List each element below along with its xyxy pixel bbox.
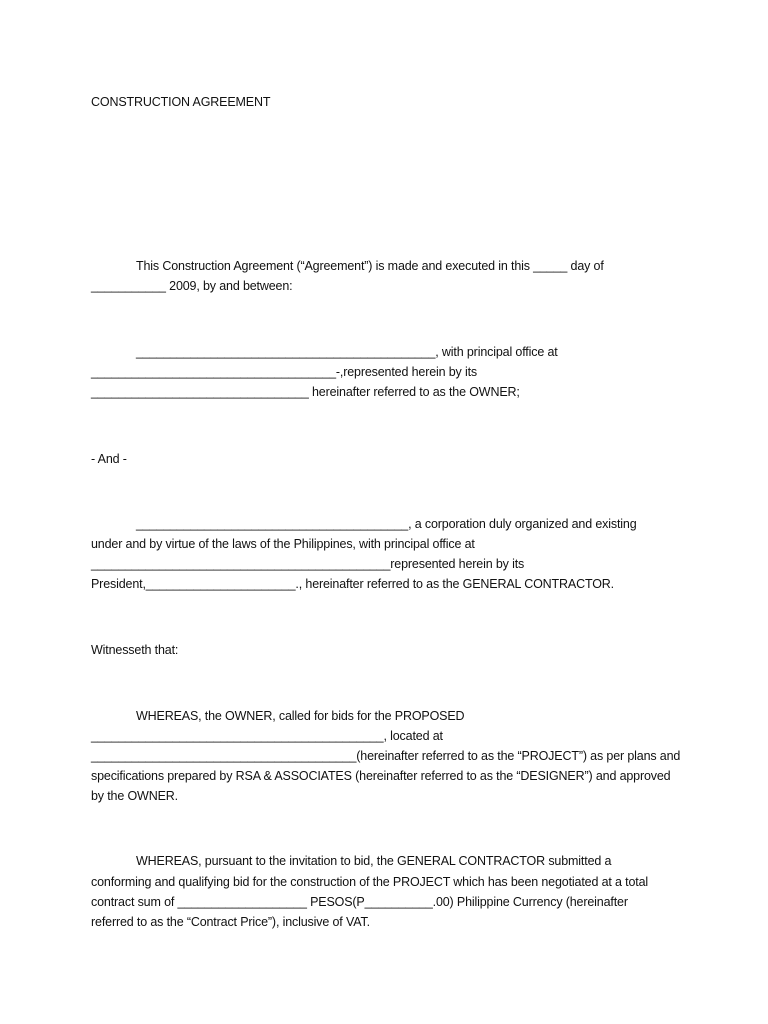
- contractor-line-3: ____________________________________________represented herein by its: [91, 557, 525, 571]
- whereas-2-line-1: WHEREAS, pursuant to the invitation to bid, the GENERAL CONTRACTOR submitted a: [136, 854, 612, 868]
- whereas-1-line-5: by the OWNER.: [91, 789, 178, 803]
- and-separator: - And -: [91, 452, 127, 466]
- owner-line-1: ____________________________________________, with principal office at: [136, 345, 558, 359]
- contractor-line-1: ________________________________________, a corporation duly organized and existing: [136, 517, 637, 531]
- owner-line-2: ____________________________________-,represented herein by its: [91, 365, 478, 379]
- contractor-line-2: under and by virtue of the laws of the Philippines, with principal office at: [91, 537, 475, 551]
- intro-line-1: This Construction Agreement (“Agreement”) is made and executed in this _____ day of: [136, 259, 604, 273]
- whereas-2-line-2: conforming and qualifying bid for the construction of the PROJECT which has been negotiated at a total: [91, 875, 649, 889]
- whereas-1-line-3: _______________________________________(hereinafter referred to as the “PROJECT”) as per plans and: [91, 749, 681, 763]
- whereas-2-line-3: contract sum of ___________________ PESOS(P__________.00) Philippine Currency (hereinafter: [91, 895, 628, 909]
- contractor-line-4: President,______________________., hereinafter referred to as the GENERAL CONTRACTOR.: [91, 577, 614, 591]
- whereas-1-line-4: specifications prepared by RSA & ASSOCIATES (hereinafter referred to as the “DESIGNER”) and approved: [91, 769, 671, 783]
- document-title: CONSTRUCTION AGREEMENT: [91, 95, 271, 109]
- intro-line-2: ___________ 2009, by and between:: [91, 279, 293, 293]
- owner-line-3: ________________________________ hereinafter referred to as the OWNER;: [91, 385, 520, 399]
- witnesseth-heading: Witnesseth that:: [91, 643, 179, 657]
- whereas-1-line-1: WHEREAS, the OWNER, called for bids for the PROPOSED: [136, 709, 465, 723]
- whereas-2-line-4: referred to as the “Contract Price”), inclusive of VAT.: [91, 915, 370, 929]
- whereas-1-line-2: ___________________________________________, located at: [91, 729, 443, 743]
